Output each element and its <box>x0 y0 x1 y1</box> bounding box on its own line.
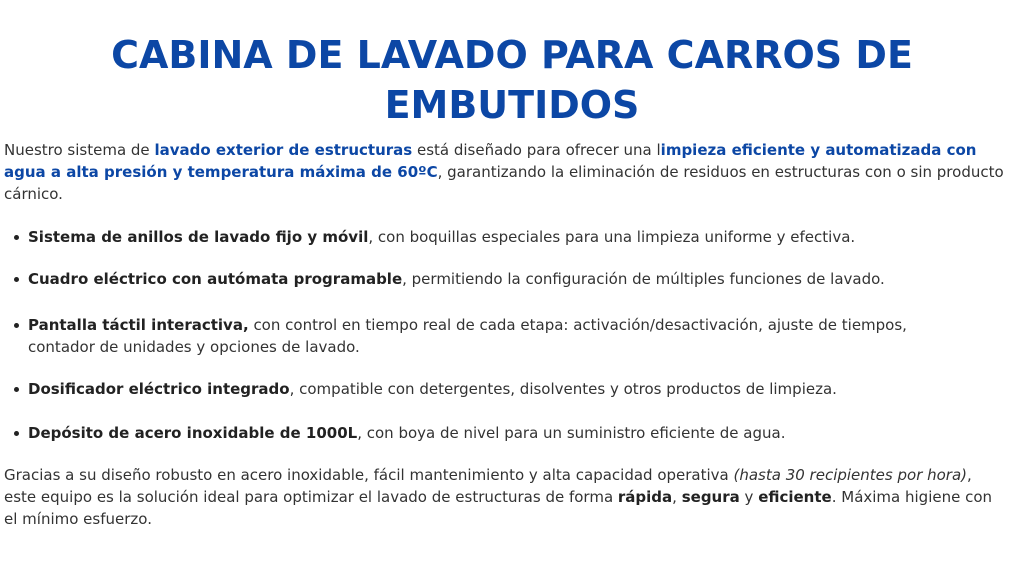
closing-text-2: , este equipo es la solución ideal para optimizar el lavado de estructuras de forma <box>4 466 972 506</box>
intro-text-1: Nuestro sistema de <box>4 141 155 159</box>
intro-text-2: está diseñado para ofrecer una l <box>412 141 661 159</box>
feature-title: Cuadro eléctrico con autómata programable <box>28 270 403 288</box>
intro-highlight-1: lavado exterior de estructuras <box>154 141 413 159</box>
feature-description: , permitiendo la configuración de múltiples funciones de lavado. <box>402 270 885 288</box>
bullet-icon <box>14 323 19 328</box>
page-title: CABINA DE LAVADO PARA CARROS DE EMBUTIDOS <box>111 33 913 127</box>
bullet-icon <box>14 387 19 392</box>
intro-highlight-2: impieza eficiente y automatizada con agua a alta presión y temperatura máxima de 60ºC <box>4 141 977 181</box>
feature-description: con control en tiempo real de cada etapa: activación/desactivación, ajuste de tiempos, contador de unidades y opciones de lavado. <box>28 316 907 356</box>
feature-item <box>28 268 968 290</box>
bullet-icon <box>14 431 19 436</box>
feature-item <box>28 226 968 248</box>
feature-description: , con boquillas especiales para una limpieza uniforme y efectiva. <box>368 228 856 246</box>
feature-description: , con boya de nivel para un suministro eficiente de agua. <box>357 424 786 442</box>
feature-title: Pantalla táctil interactiva, <box>28 316 249 334</box>
feature-title: Depósito de acero inoxidable de 1000L <box>28 424 358 442</box>
closing-sep-2: y <box>739 488 759 506</box>
feature-title: Sistema de anillos de lavado fijo y móvil <box>28 228 369 246</box>
closing-text-3: . Máxima higiene con el mínimo esfuerzo. <box>4 488 993 528</box>
capacity-note: (hasta 30 recipientes por hora) <box>733 466 968 484</box>
feature-title: Dosificador eléctrico integrado <box>28 380 290 398</box>
intro-text-3: , garantizando la eliminación de residuos en estructuras con o sin producto cárnico. <box>4 163 1004 203</box>
feature-description: , compatible con detergentes, disolventes y otros productos de limpieza. <box>289 380 837 398</box>
bullet-icon <box>14 277 19 282</box>
feature-item <box>28 422 968 444</box>
keyword-fast: rápida <box>617 488 673 506</box>
feature-item <box>28 314 968 358</box>
closing-text-1: Gracias a su diseño robusto en acero inoxidable, fácil mantenimiento y alta capacidad operativa <box>4 466 734 484</box>
feature-item <box>28 378 968 400</box>
keyword-safe: segura <box>681 488 740 506</box>
closing-sep-1: , <box>672 488 682 506</box>
bullet-icon <box>14 235 19 240</box>
keyword-efficient: eficiente <box>758 488 832 506</box>
intro-paragraph <box>4 139 1004 205</box>
closing-paragraph <box>4 464 1000 530</box>
